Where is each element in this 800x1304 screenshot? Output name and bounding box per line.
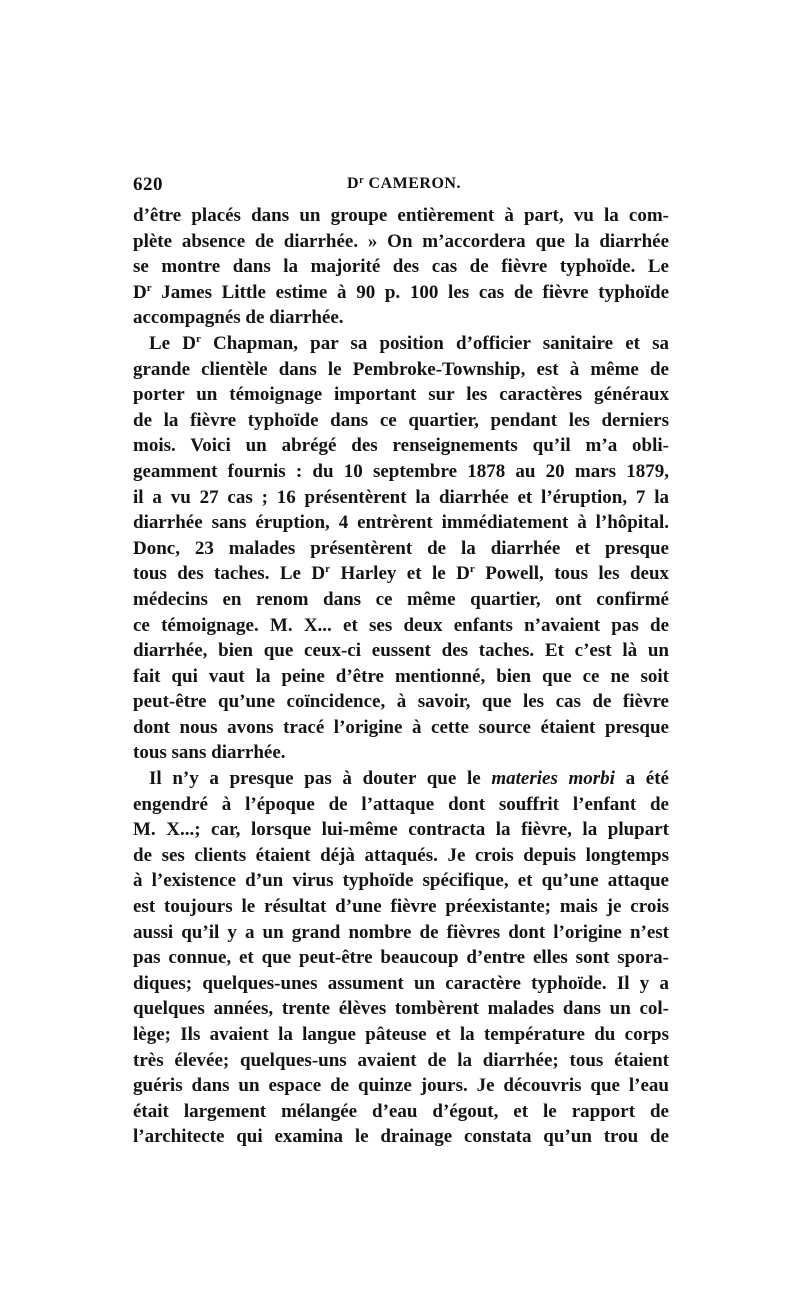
text-line: [133, 689, 669, 715]
text-line: [133, 1022, 669, 1048]
line-text: ce témoignage. M. X... et ses deux enfants n’avaient pas de: [133, 614, 669, 636]
body-text: [133, 203, 669, 1150]
line-text-start: tous des taches. Le D: [133, 563, 326, 585]
line-text-start: D: [133, 281, 147, 303]
running-head: [347, 175, 461, 193]
text-line: [133, 945, 669, 971]
line-text: pas connue, et que peut-être beaucoup d’entre elles sont spora-: [133, 947, 669, 969]
line-text: diarrhée, bien que ceux-ci eussent des taches. Et c’est là un: [133, 640, 669, 662]
text-line: [133, 229, 669, 255]
line-text: peut-être qu’une coïncidence, à savoir, que les cas de fièvre: [133, 691, 669, 713]
text-line: [133, 843, 669, 869]
line-text: est toujours le résultat d’une fièvre préexistante; mais je crois: [133, 896, 669, 918]
line-text-middle: Chapman, par sa position d’officier sanitaire et sa: [200, 332, 669, 354]
text-line: [133, 664, 669, 690]
text-line: [133, 357, 669, 383]
line-text: lège; Ils avaient la langue pâteuse et la température du corps: [133, 1024, 669, 1045]
superscript: r: [325, 563, 331, 576]
text-line: [133, 280, 669, 306]
text-line: [133, 638, 669, 664]
text-line: [133, 715, 669, 741]
line-text: grande clientèle dans le Pembroke-Township, est à même de: [133, 358, 669, 380]
line-text: diques; quelques-unes assument un caractère typhoïde. Il y a: [133, 972, 669, 994]
text-line: [133, 996, 669, 1022]
text-line: [133, 408, 669, 434]
text-line: [133, 920, 669, 946]
running-head-superscript: r: [359, 175, 365, 186]
text-line: [133, 382, 669, 408]
text-line: [133, 459, 669, 485]
line-text: très élevée; quelques-uns avaient de la diarrhée; tous étaient: [133, 1049, 669, 1071]
text-line: [133, 868, 669, 894]
text-line: [133, 792, 669, 818]
line-text: geamment fournis : du 10 septembre 1878 au 20 mars 1879,: [133, 460, 669, 482]
text-line: [133, 203, 669, 229]
text-line: [133, 1073, 669, 1099]
line-text: quelques années, trente élèves tombèrent malades dans un col-: [133, 998, 669, 1020]
line-text: aussi qu’il y a un grand nombre de fièvres dont l’origine n’est: [133, 921, 669, 943]
line-text-start: Le D: [149, 332, 196, 354]
text-line: [133, 740, 669, 766]
text-line: [133, 587, 669, 613]
text-line: [133, 613, 669, 639]
text-line: [133, 1048, 669, 1074]
text-line: [133, 433, 669, 459]
text-line: [133, 254, 669, 280]
line-text: tous sans diarrhée.: [133, 742, 286, 764]
line-text: mois. Voici un abrégé des renseignements qu’il m’a obli-: [133, 435, 669, 457]
line-text: d’être placés dans un groupe entièrement à part, vu la com-: [133, 205, 669, 226]
text-line: [133, 510, 669, 536]
line-text: M. X...; car, lorsque lui-même contracta la fièvre, la plupart: [133, 819, 669, 841]
text-line: [133, 894, 669, 920]
line-text: fait qui vaut la peine d’être mentionné, bien que ce ne soit: [133, 665, 669, 687]
text-line: [133, 1124, 669, 1150]
line-text: à l’existence d’un virus typhoïde spécifique, et qu’une attaque: [133, 870, 669, 892]
line-text: l’architecte qui examina le drainage constata qu’un trou de: [133, 1126, 669, 1148]
line-text-middle: James Little estime à 90 p. 100 les cas de fièvre typhoïde: [151, 281, 669, 303]
italic-term: materies morbi: [491, 768, 615, 790]
superscript: r: [195, 332, 201, 345]
line-text: se montre dans la majorité des cas de fièvre typhoïde. Le: [133, 256, 669, 278]
running-head-prefix: D: [347, 175, 360, 192]
text-line: [133, 561, 669, 587]
line-text: de la fièvre typhoïde dans ce quartier, pendant les derniers: [133, 409, 669, 431]
line-text: médecins en renom dans ce même quartier, ont confirmé: [133, 588, 669, 610]
line-text: accompagnés de diarrhée.: [133, 307, 344, 329]
line-text-end: Powell, tous les deux: [474, 563, 670, 585]
running-head-name: CAMERON.: [364, 175, 461, 192]
line-text: Donc, 23 malades présentèrent de la diarrhée et presque: [133, 537, 669, 559]
line-text: porter un témoignage important sur les caractères généraux: [133, 384, 669, 406]
page-header: [133, 170, 669, 200]
page-number: 620: [133, 174, 163, 195]
line-text: il a vu 27 cas ; 16 présentèrent la diarrhée et l’éruption, 7 la: [133, 486, 669, 508]
text-line: [133, 485, 669, 511]
line-text: était largement mélangée d’eau d’égout, et le rapport de: [133, 1100, 669, 1122]
line-text-start: Il n’y a presque pas à douter que le: [149, 768, 492, 790]
text-line: [133, 971, 669, 997]
text-line: [133, 817, 669, 843]
line-text-middle: a été: [614, 768, 669, 790]
line-text: de ses clients étaient déjà attaqués. Je crois depuis longtemps: [133, 844, 669, 866]
text-line: [133, 536, 669, 562]
superscript: r: [469, 563, 475, 576]
text-line: [133, 305, 669, 331]
line-text: dont nous avons tracé l’origine à cette source étaient presque: [133, 716, 669, 738]
superscript: r: [146, 281, 152, 294]
line-text-middle: Harley et le D: [330, 563, 470, 585]
line-text: guéris dans un espace de quinze jours. Je découvris que l’eau: [133, 1075, 669, 1097]
line-text: engendré à l’époque de l’attaque dont souffrit l’enfant de: [133, 793, 669, 815]
line-text: plète absence de diarrhée. » On m’accordera que la diarrhée: [133, 230, 669, 252]
text-line: [133, 331, 669, 357]
line-text: diarrhée sans éruption, 4 entrèrent immédiatement à l’hôpital.: [133, 512, 669, 534]
text-line: [133, 766, 669, 792]
text-line: [133, 1099, 669, 1125]
